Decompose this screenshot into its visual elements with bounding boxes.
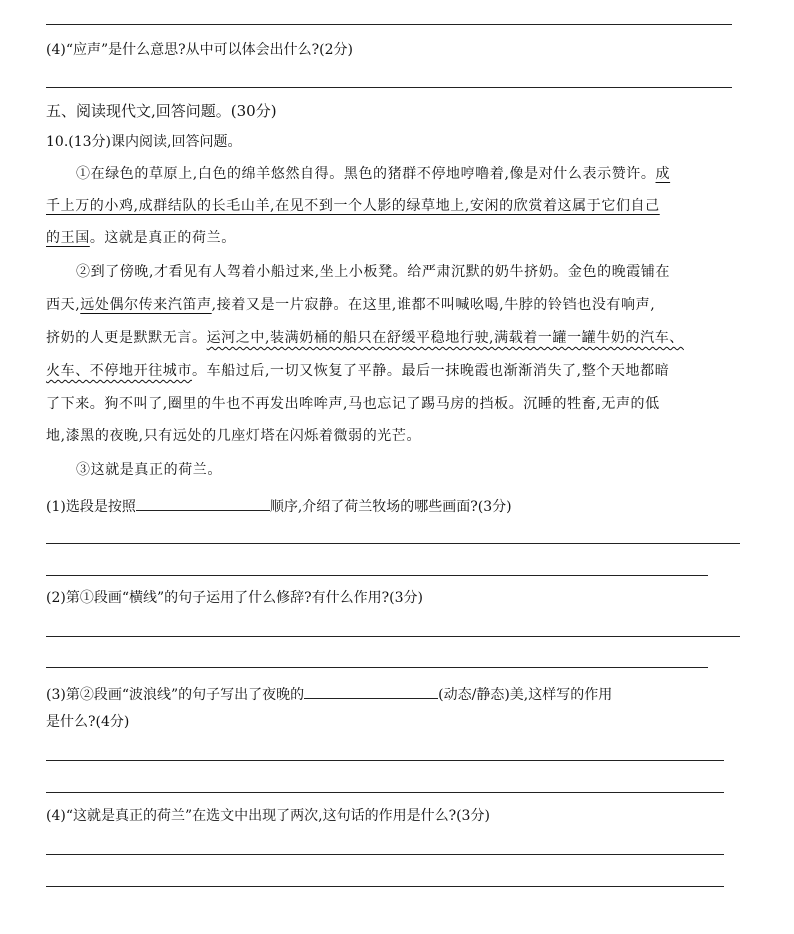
passage-paragraph-1-line-3: [46, 228, 236, 248]
question-text: (3)第②段画“波浪线”的句子写出了夜晚的: [46, 687, 305, 703]
answer-line: [46, 24, 732, 25]
fill-in-blank[interactable]: [304, 682, 438, 699]
question-4-previous: [46, 40, 353, 60]
answer-line: [46, 87, 732, 88]
underlined-sentence: 的王国: [46, 230, 90, 246]
passage-text: 。这就是真正的荷兰。: [89, 230, 236, 246]
passage-paragraph-2-line-2: [46, 295, 655, 315]
section-title: [46, 101, 277, 121]
underlined-phrase: 远处偶尔传来汽笛声: [80, 297, 212, 313]
passage-text: 挤奶的人更是默默无言。: [46, 330, 207, 346]
question-10-heading: [46, 132, 241, 152]
question-10-text: 10.(13分)课内阅读,回答问题。: [46, 134, 242, 150]
passage-paragraph-2-line-4: [46, 361, 669, 381]
answer-line: [46, 575, 708, 576]
question-text: (动态/静态)美,这样写的作用: [438, 687, 613, 703]
answer-line: [46, 667, 708, 668]
question-text: (1)选段是按照: [46, 499, 136, 515]
sub-question-3-line-1: [46, 682, 612, 705]
passage-paragraph-2-line-1: [76, 262, 670, 282]
passage-text: ①在绿色的草原上,白色的绵羊悠然自得。黑色的猪群不停地哼噜着,像是对什么表示赞许。: [76, 166, 656, 182]
question-text: (2)第①段画“横线”的句子运用了什么修辞?有什么作用?(3分): [46, 590, 423, 606]
passage-text: ,接着又是一片寂静。在这里,谁都不叫喊吆喝,牛脖的铃铛也没有响声,: [211, 297, 656, 313]
question-text: (4)“应声”是什么意思?从中可以体会出什么?(2分): [46, 42, 353, 58]
question-text: 顺序,介绍了荷兰牧场的哪些画面?(3分): [269, 499, 512, 515]
fill-in-blank[interactable]: [136, 494, 270, 511]
sub-question-4: [46, 806, 490, 826]
passage-text: 了下来。狗不叫了,圈里的牛也不再发出哞哞声,马也忘记了踢马房的挡板。沉睡的牲畜,无声的低: [46, 396, 660, 412]
passage-text: ②到了傍晚,才看见有人驾着小船过来,坐上小板凳。给严肃沉默的奶牛挤奶。金色的晚霞铺在: [76, 264, 671, 280]
section-title-text: 五、阅读现代文,回答问题。(30分): [46, 102, 277, 120]
answer-line: [46, 854, 724, 855]
question-text: (4)“这就是真正的荷兰”在选文中出现了两次,这句话的作用是什么?(3分): [46, 808, 490, 824]
passage-text: 。车船过后,一切又恢复了平静。最后一抹晚霞也渐渐消失了,整个天地都暗: [192, 363, 670, 379]
sub-question-2: [46, 588, 423, 608]
passage-paragraph-2-line-3: [46, 328, 684, 348]
question-text: 是什么?(4分): [46, 714, 130, 730]
sub-question-3-line-2: [46, 712, 129, 732]
answer-line: [46, 543, 740, 544]
passage-paragraph-2-line-6: [46, 426, 421, 446]
passage-paragraph-3: [76, 460, 222, 480]
passage-paragraph-1-line-1: [76, 164, 670, 184]
passage-paragraph-2-line-5: [46, 394, 660, 414]
passage-paragraph-1-line-2: [46, 196, 660, 216]
passage-text: 西天,: [46, 297, 81, 313]
underlined-sentence: 千上万的小鸡,成群结队的长毛山羊,在见不到一个人影的绿草地上,安闲的欣赏着这属于它们自己: [46, 198, 660, 214]
answer-line: [46, 886, 724, 887]
sub-question-1: [46, 494, 512, 517]
answer-line: [46, 760, 724, 761]
answer-line: [46, 792, 724, 793]
wavy-underlined-sentence: 火车、不停地开往城市: [46, 363, 192, 379]
answer-line: [46, 636, 740, 637]
wavy-underlined-sentence: 运河之中,装满奶桶的船只在舒缓平稳地行驶,满载着一罐一罐牛奶的汽车、: [206, 330, 684, 346]
underlined-sentence: 成: [655, 166, 671, 182]
passage-text: ③这就是真正的荷兰。: [76, 462, 222, 478]
passage-text: 地,漆黑的夜晚,只有远处的几座灯塔在闪烁着微弱的光芒。: [46, 428, 422, 444]
